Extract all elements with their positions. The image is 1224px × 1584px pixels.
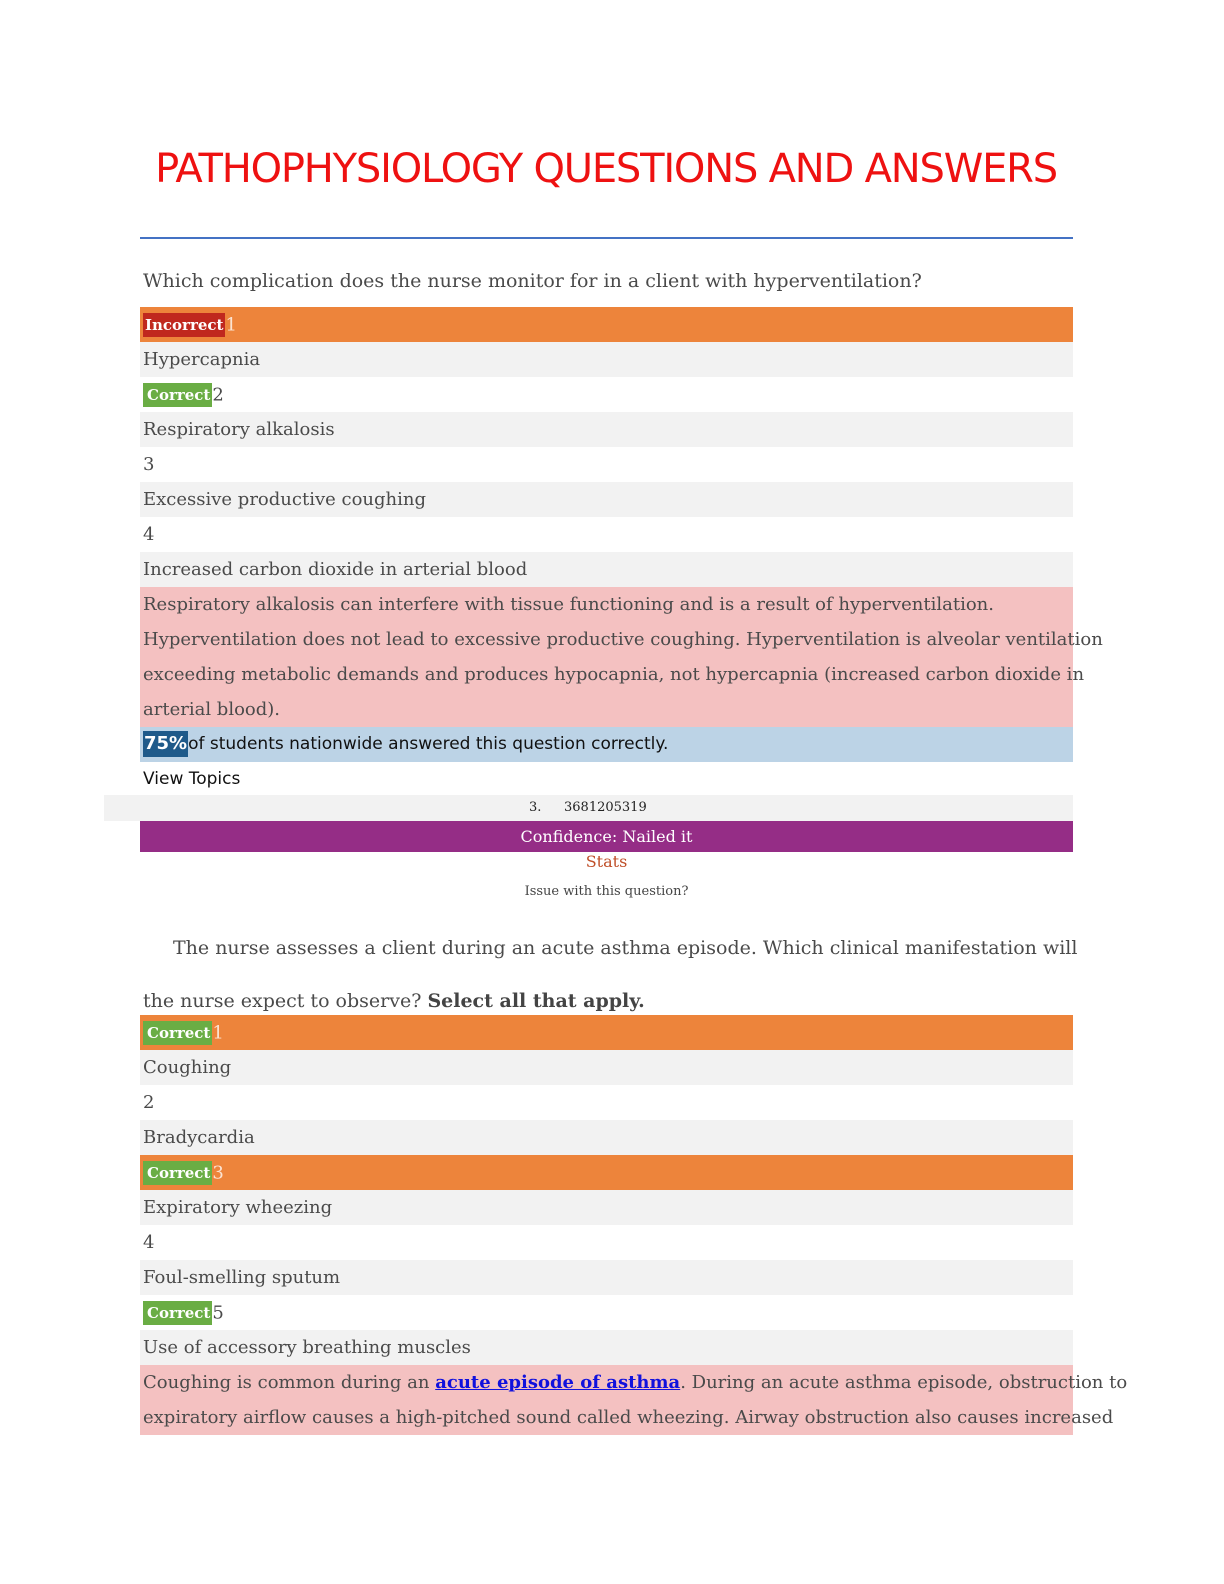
option-2-text[interactable]: Bradycardia [140,1120,1073,1155]
rationale-line: exceeding metabolic demands and produces hypocapnia, not hypercapnia (increased carbon dioxide in [140,657,1073,692]
rationale-line: arterial blood). [140,692,1073,727]
option-1-header[interactable] [140,307,1073,342]
question-2-options [140,1015,1128,1435]
question-2-prompt: The nurse assesses a client during an acute asthma episode. Which clinical manifestation will the nurse expect to observe? [143,937,1078,1012]
option-3-text[interactable]: Expiratory wheezing [140,1190,1073,1225]
option-number: 3 [212,1162,224,1184]
option-5-header[interactable] [140,1295,1073,1330]
option-number: 5 [212,1302,224,1324]
rationale-text: . During an acute asthma episode, obstruction to [680,1372,1128,1393]
option-4-header[interactable]: 4 [140,1225,1073,1260]
rationale-text: Coughing is common during an [143,1372,436,1393]
option-1-text[interactable]: Hypercapnia [140,342,1073,377]
option-4-header[interactable]: 4 [140,517,1073,552]
rationale-line [140,1365,1128,1400]
stat-text: of students nationwide answered this question correctly. [188,734,669,754]
stats-link[interactable]: Stats [585,852,628,871]
asthma-link[interactable]: acute episode of asthma [435,1372,681,1393]
rationale-line: Respiratory alkalosis can interfere with tissue functioning and is a result of hyperventilation. [140,587,1073,622]
option-number: 1 [212,1022,224,1044]
option-2-header[interactable]: 2 [140,1085,1073,1120]
option-number: 1 [225,314,237,336]
question-1-text: Which complication does the nurse monitor for in a client with hyperventilation? [143,270,922,292]
option-1-text[interactable]: Coughing [140,1050,1073,1085]
view-topics-link[interactable]: View Topics [143,769,241,789]
stat-percent: 75% [143,731,188,757]
correct-badge: Correct [143,383,212,407]
question-id-bar [104,795,1073,821]
option-2-text[interactable]: Respiratory alkalosis [140,412,1073,447]
issue-link[interactable]: Issue with this question? [524,884,689,899]
select-all-emphasis: Select all that apply. [427,990,645,1012]
option-number: 2 [212,384,224,406]
option-3-text[interactable]: Excessive productive coughing [140,482,1073,517]
title-divider [140,237,1073,239]
option-3-header[interactable] [140,1155,1073,1190]
confidence-bar: Confidence: Nailed it [140,821,1073,852]
question-2-text [143,922,1078,1028]
option-2-header[interactable] [140,377,1073,412]
rationale-line: expiratory airflow causes a high-pitched sound called wheezing. Airway obstruction also causes increased [140,1400,1073,1435]
nationwide-stat [140,727,1073,762]
option-1-header[interactable] [140,1015,1073,1050]
option-3-header[interactable]: 3 [140,447,1073,482]
page-title: PATHOPHYSIOLOGY QUESTIONS AND ANSWERS [155,146,1057,192]
correct-badge: Correct [143,1021,212,1045]
option-5-text[interactable]: Use of accessory breathing muscles [140,1330,1073,1365]
option-4-text[interactable]: Increased carbon dioxide in arterial blood [140,552,1073,587]
incorrect-badge: Incorrect [143,313,225,337]
question-1-options [140,307,1103,797]
correct-badge: Correct [143,1161,212,1185]
rationale-line: Hyperventilation does not lead to excessive productive coughing. Hyperventilation is alveolar ventilation [140,622,1073,657]
correct-badge: Correct [143,1301,212,1325]
item-number: 3. [529,800,542,815]
item-id: 3681205319 [564,800,647,815]
option-4-text[interactable]: Foul-smelling sputum [140,1260,1073,1295]
